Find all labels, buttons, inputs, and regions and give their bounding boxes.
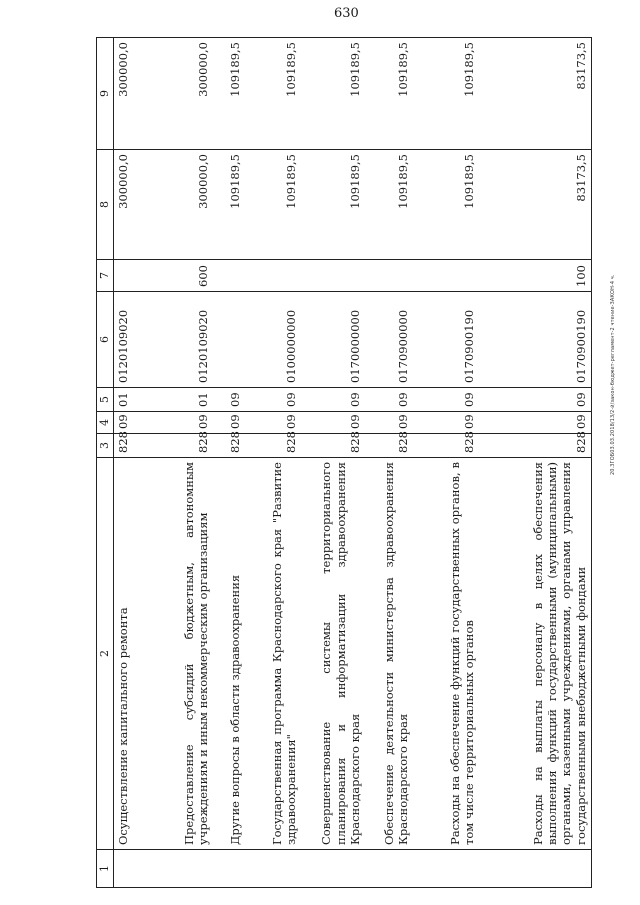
row-name: Совершенствование системы территориального планирования и информатизации здравоохранения Краснодарского края	[302, 458, 366, 850]
row-rz: 09	[214, 412, 246, 434]
row-ved: 828	[214, 434, 246, 458]
header-col-7: 7	[97, 260, 114, 292]
row-csr: 0170000000	[302, 292, 366, 388]
header-col-8: 8	[97, 150, 114, 260]
row-number-cell	[366, 850, 414, 888]
row-vr	[114, 260, 136, 292]
row-ved: 828	[480, 434, 592, 458]
row-value-1: 109189,5	[246, 150, 302, 260]
row-rz: 09	[114, 412, 136, 434]
row-vr	[366, 260, 414, 292]
page-number: 630	[334, 6, 359, 21]
header-col-2: 2	[97, 458, 114, 850]
row-vr	[246, 260, 302, 292]
row-value-1: 300000,0	[136, 150, 214, 260]
row-ved: 828	[366, 434, 414, 458]
header-col-5: 5	[97, 388, 114, 412]
row-ved: 828	[246, 434, 302, 458]
row-vr	[414, 260, 480, 292]
row-value-2: 109189,5	[246, 38, 302, 150]
row-csr	[214, 292, 246, 388]
row-csr: 0120109020	[114, 292, 136, 388]
row-ved: 828	[114, 434, 136, 458]
row-value-1: 109189,5	[414, 150, 480, 260]
row-csr: 0170900190	[414, 292, 480, 388]
budget-table-rotated	[96, 38, 608, 888]
row-value-2: 83173,5	[480, 38, 592, 150]
row-value-2: 300000,0	[114, 38, 136, 150]
table-row	[114, 38, 136, 888]
table-row	[480, 38, 592, 888]
row-value-2: 109189,5	[302, 38, 366, 150]
row-number-cell	[114, 850, 136, 888]
row-ved: 828	[302, 434, 366, 458]
row-value-2: 300000,0	[136, 38, 214, 150]
row-name: Обеспечение деятельности министерства здравоохранения Краснодарского края	[366, 458, 414, 850]
row-vr	[302, 260, 366, 292]
table-row	[136, 38, 214, 888]
row-vr	[214, 260, 246, 292]
row-value-2: 109189,5	[214, 38, 246, 150]
row-name: Предоставление субсидий бюджетным, автономным учреждениям и иным некоммерческим организациям	[136, 458, 214, 850]
row-number-cell	[214, 850, 246, 888]
row-rz: 09	[366, 412, 414, 434]
table-row	[246, 38, 302, 888]
row-rz: 09	[480, 412, 592, 434]
row-number-cell	[136, 850, 214, 888]
header-col-6: 6	[97, 292, 114, 388]
row-value-2: 109189,5	[366, 38, 414, 150]
row-name: Расходы на выплаты персоналу в целях обеспечения выполнения функций государственными (муниципальными) органами, казенными учреждениями, органами управления государственными внебюджетными фондами	[480, 458, 592, 850]
row-rz: 09	[136, 412, 214, 434]
row-value-1: 83173,5	[480, 150, 592, 260]
row-csr: 0100000000	[246, 292, 302, 388]
row-pr: 01	[114, 388, 136, 412]
row-name: Осуществление капитального ремонта	[114, 458, 136, 850]
header-col-1: 1	[97, 850, 114, 888]
row-pr: 09	[480, 388, 592, 412]
row-value-1: 109189,5	[366, 150, 414, 260]
row-value-1: 109189,5	[214, 150, 246, 260]
row-name: Государственная программа Краснодарского края "Развитие здравоохранения"	[246, 458, 302, 850]
row-rz: 09	[414, 412, 480, 434]
table-header-row	[97, 38, 114, 888]
row-pr: 09	[302, 388, 366, 412]
header-col-4: 4	[97, 412, 114, 434]
row-vr: 100	[480, 260, 592, 292]
row-csr: 0120109020	[136, 292, 214, 388]
header-col-9: 9	[97, 38, 114, 150]
table-row	[302, 38, 366, 888]
row-name: Расходы на обеспечение функций государственных органов, в том числе территориальных органов	[414, 458, 480, 850]
row-name: Другие вопросы в области здравоохранения	[214, 458, 246, 850]
budget-table	[96, 37, 592, 888]
row-value-1: 300000,0	[114, 150, 136, 260]
header-col-3: 3	[97, 434, 114, 458]
document-footer-code: 20.ЗГОБ03.03.2018/13/2-й/закон-бюджет-регламент-2 чтение-ЗАКОН-4 ч.	[610, 274, 616, 475]
table-row	[414, 38, 480, 888]
row-pr: 09	[214, 388, 246, 412]
row-csr: 0170900190	[480, 292, 592, 388]
row-number-cell	[414, 850, 480, 888]
row-pr: 09	[366, 388, 414, 412]
row-value-2: 109189,5	[414, 38, 480, 150]
row-vr: 600	[136, 260, 214, 292]
row-pr: 01	[136, 388, 214, 412]
table-row	[214, 38, 246, 888]
row-number-cell	[302, 850, 366, 888]
row-csr: 0170900000	[366, 292, 414, 388]
row-pr: 09	[414, 388, 480, 412]
row-rz: 09	[302, 412, 366, 434]
row-ved: 828	[414, 434, 480, 458]
row-rz: 09	[246, 412, 302, 434]
row-number-cell	[480, 850, 592, 888]
row-ved: 828	[136, 434, 214, 458]
table-row	[366, 38, 414, 888]
row-number-cell	[246, 850, 302, 888]
row-value-1: 109189,5	[302, 150, 366, 260]
row-pr: 09	[246, 388, 302, 412]
